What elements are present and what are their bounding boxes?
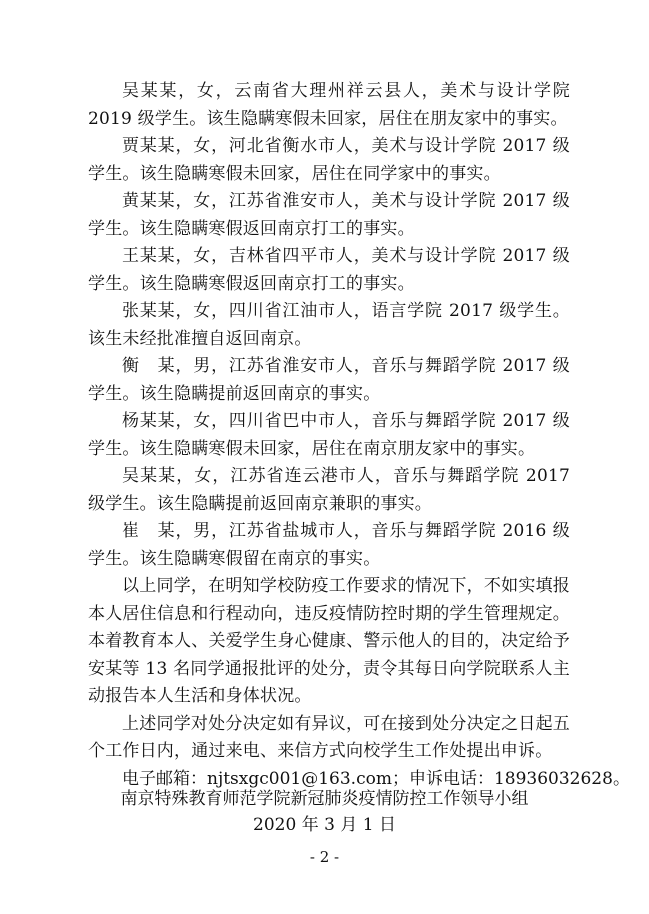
student-record-1: 吴某某，女，云南省大理州祥云县人，美术与设计学院 2019 级学生。该生隐瞒寒假未回家，居住在朋友家中的事实。 bbox=[88, 81, 570, 129]
email-label: 电子邮箱： bbox=[122, 768, 207, 789]
student-record-9: 崔 某，男，江苏省盐城市人，音乐与舞蹈学院 2016 级学生。该生隐瞒寒假留在南京的事实。 bbox=[88, 521, 570, 569]
appeal-paragraph: 上述同学对处分决定如有异议，可在接到处分决定之日起五个工作日内，通过来电、来信方式向校学生工作处提出申诉。 bbox=[88, 713, 570, 761]
phone-label: 申诉电话： bbox=[408, 768, 494, 789]
signature-date: 2020 年 3 月 1 日 bbox=[253, 815, 396, 835]
phone-number: 18936032628 bbox=[493, 768, 613, 789]
student-record-7: 杨某某，女，四川省巴中市人，音乐与舞蹈学院 2017 级学生。该生隐瞒寒假未回家，居住在南京朋友家中的事实。 bbox=[88, 411, 570, 459]
student-record-8: 吴某某，女，江苏省连云港市人，音乐与舞蹈学院 2017 级学生。该生隐瞒提前返回南京兼职的事实。 bbox=[88, 466, 570, 514]
signature-organization: 南京特殊教育师范学院新冠肺炎疫情防控工作领导小组 bbox=[120, 789, 529, 809]
student-record-3: 黄某某，女，江苏省淮安市人，美术与设计学院 2017 级学生。该生隐瞒寒假返回南京打工的事实。 bbox=[88, 191, 570, 239]
contact-end: 。 bbox=[612, 768, 630, 789]
contact-separator: ； bbox=[391, 768, 409, 789]
student-record-6: 衡 某，男，江苏省淮安市人，音乐与舞蹈学院 2017 级学生。该生隐瞒提前返回南京的事实。 bbox=[88, 356, 570, 404]
student-record-5: 张某某，女，四川省江油市人，语言学院 2017 级学生。该生未经批准擅自返回南京。 bbox=[88, 301, 570, 349]
email-address: njtsxgc001@163.com bbox=[207, 768, 392, 789]
student-record-4: 王某某，女，吉林省四平市人，美术与设计学院 2017 级学生。该生隐瞒寒假返回南京打工的事实。 bbox=[88, 246, 570, 294]
student-record-2: 贾某某，女，河北省衡水市人，美术与设计学院 2017 级学生。该生隐瞒寒假未回家，居住在同学家中的事实。 bbox=[88, 136, 570, 184]
decision-paragraph: 以上同学，在明知学校防疫工作要求的情况下，不如实填报本人居住信息和行程动向，违反疫情防控时期的学生管理规定。本着教育本人、关爱学生身心健康、警示他人的目的，决定给予安某等 13 名同学通报批评的处分，责令其每日向学院联系人主动报告本人生活和身体状况。 bbox=[88, 576, 570, 706]
page-number: - 2 - bbox=[309, 848, 340, 866]
document-body bbox=[88, 78, 630, 793]
